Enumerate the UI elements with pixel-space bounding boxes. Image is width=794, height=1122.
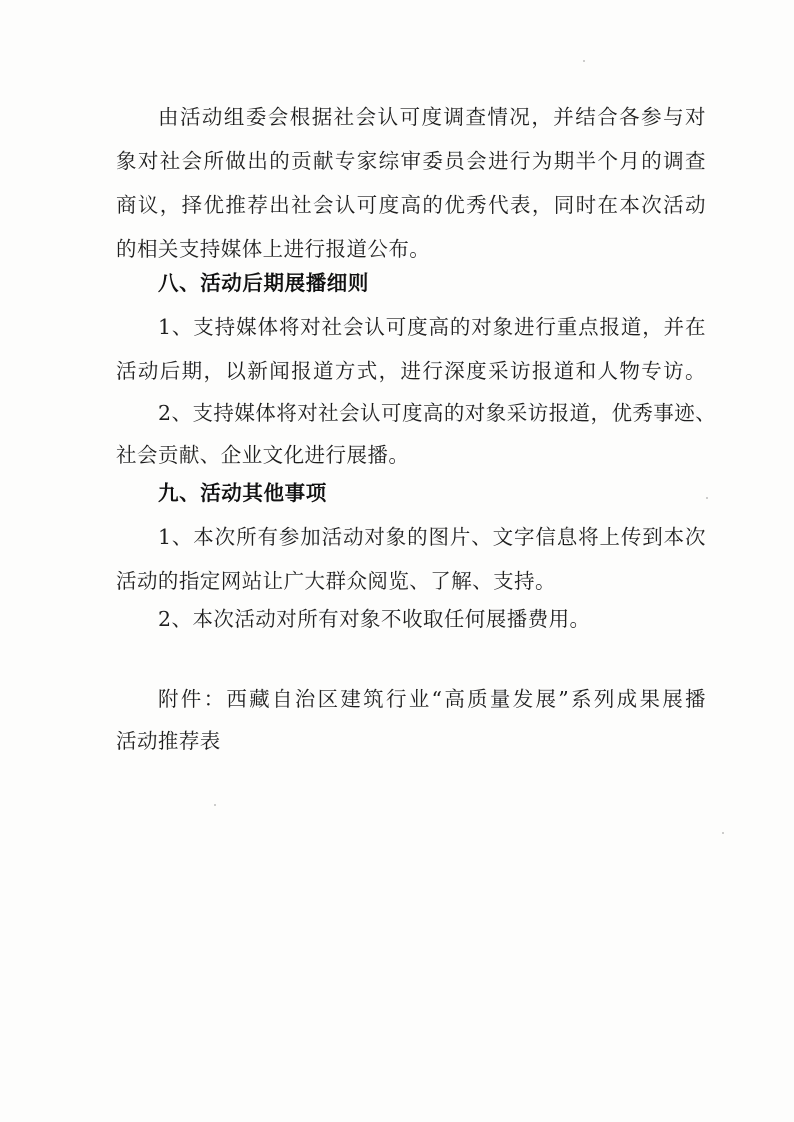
section-8-item-2-line-2: 社会贡献、企业文化进行展播。	[116, 443, 410, 467]
section-9-item-1-line-2: 活动的指定网站让广大群众阅览、了解、支持。	[116, 569, 556, 593]
scan-speck	[706, 497, 708, 499]
scan-speck	[214, 804, 216, 806]
section-8-heading: 八、活动后期展播细则	[158, 271, 369, 295]
scan-speck	[583, 60, 585, 62]
intro-line-3: 商议，择优推荐出社会认可度高的优秀代表，同时在本次活动	[116, 193, 706, 217]
intro-line-1: 由活动组委会根据社会认可度调查情况，并结合各参与对	[158, 105, 706, 129]
section-8-item-1-line-2: 活动后期，以新闻报道方式，进行深度采访报道和人物专访。	[116, 359, 706, 383]
section-8-item-2-line-1: 2、支持媒体将对社会认可度高的对象采访报道，优秀事迹、	[158, 401, 717, 425]
intro-line-2: 象对社会所做出的贡献专家综审委员会进行为期半个月的调查	[116, 149, 706, 173]
scan-speck	[722, 832, 724, 834]
attachment-line-1: 附件：西藏自治区建筑行业“高质量发展”系列成果展播	[158, 687, 706, 711]
section-8-item-1-line-1: 1、支持媒体将对社会认可度高的对象进行重点报道，并在	[158, 315, 706, 339]
intro-line-4: 的相关支持媒体上进行报道公布。	[116, 237, 431, 261]
attachment-line-2: 活动推荐表	[116, 729, 221, 753]
section-9-item-2-line-1: 2、本次活动对所有对象不收取任何展播费用。	[158, 607, 591, 631]
section-9-heading: 九、活动其他事项	[158, 481, 327, 505]
section-9-item-1-line-1: 1、本次所有参加活动对象的图片、文字信息将上传到本次	[158, 525, 706, 549]
